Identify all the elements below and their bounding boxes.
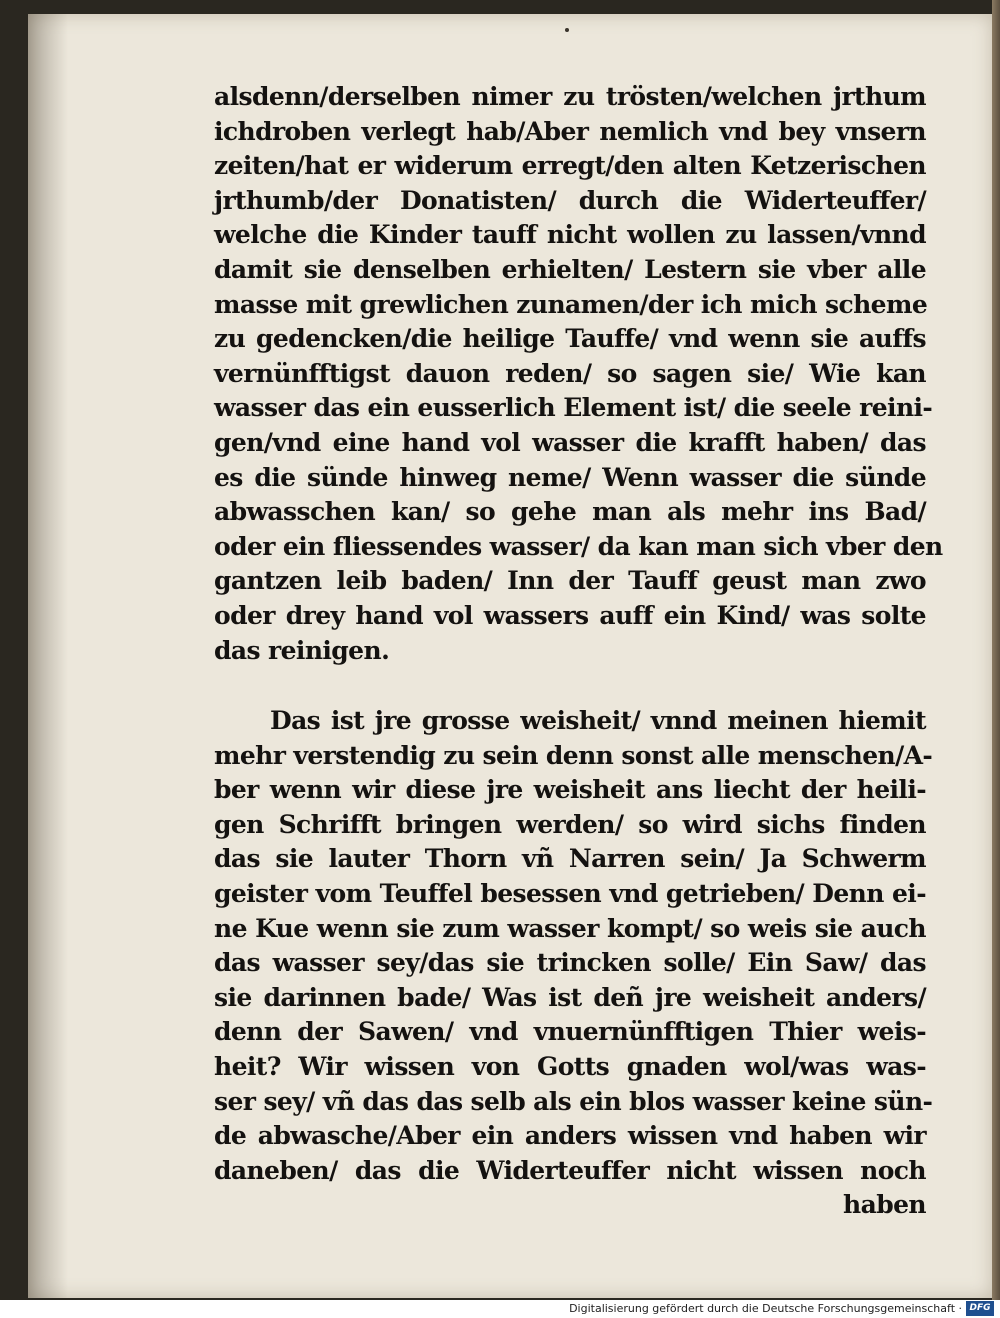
text-line: es die sünde hinweg neme/ Wenn wasser die sünde bbox=[214, 462, 926, 492]
text-line: de abwasche/Aber ein anders wissen vnd haben wir bbox=[214, 1121, 926, 1151]
text-line: ber wenn wir diese jre weisheit ans liecht der heili- bbox=[214, 775, 926, 805]
paragraph-1 bbox=[214, 80, 943, 668]
text-line: geister vom Teuffel besessen vnd getrieben/ Denn ei- bbox=[214, 879, 926, 909]
paragraph-gap bbox=[214, 668, 926, 704]
text-line: gen/vnd eine hand vol wasser die krafft haben/ das bbox=[214, 427, 926, 457]
text-line: damit sie denselben erhielten/ Lestern sie vber alle bbox=[214, 254, 926, 284]
text-line: oder ein fliessendes wasser/ da kan man sich vber den bbox=[214, 531, 943, 561]
text-line: gantzen leib baden/ Inn der Tauff geust man zwo bbox=[214, 566, 926, 596]
footer-credit: Digitalisierung gefördert durch die Deutsche Forschungsgemeinschaft · bbox=[569, 1302, 962, 1315]
gutter-shadow bbox=[28, 14, 68, 1298]
text-line: zeiten/hat er widerum erregt/den alten Ketzerischen bbox=[214, 151, 926, 181]
text-line: jrthumb/der Donatisten/ durch die Widerteuffer/ bbox=[214, 185, 926, 215]
text-line: vernünfftigst dauon reden/ so sagen sie/ Wie kan bbox=[214, 358, 926, 388]
text-line: zu gedencken/die heilige Tauffe/ vnd wenn sie auffs bbox=[214, 324, 926, 354]
text-line: ser sey/ vñ das das selb als ein blos wasser keine sün- bbox=[214, 1086, 933, 1116]
page-mark bbox=[565, 28, 569, 32]
text-line: alsdenn/derselben nimer zu trösten/welchen jrthum bbox=[214, 82, 926, 111]
text-block bbox=[214, 80, 943, 1223]
text-line: masse mit grewlichen zunamen/der ich mich scheme bbox=[214, 289, 928, 319]
text-line: mehr verstendig zu sein denn sonst alle menschen/A- bbox=[214, 740, 933, 770]
paragraph-2 bbox=[214, 704, 933, 1188]
page-edge bbox=[992, 0, 1000, 1300]
text-line: abwasschen kan/ so gehe man als mehr ins Bad/ bbox=[214, 497, 926, 527]
text-line: das sie lauter Thorn vñ Narren sein/ Ja Schwerm bbox=[214, 844, 926, 874]
text-line: das wasser sey/das sie trincken solle/ Ein Saw/ das bbox=[214, 948, 926, 978]
text-line: ne Kue wenn sie zum wasser kompt/ so weis sie auch bbox=[214, 913, 926, 943]
text-line: Das ist jre grosse weisheit/ vnnd meinen hiemit bbox=[270, 706, 926, 736]
text-line: ichdroben verlegt hab/Aber nemlich vnd bey vnsern bbox=[214, 116, 926, 146]
text-line: gen Schrifft bringen werden/ so wird sichs finden bbox=[214, 809, 926, 839]
text-line: wasser das ein eusserlich Element ist/ die seele reini- bbox=[214, 393, 933, 423]
text-line: daneben/ das die Widerteuffer nicht wissen noch bbox=[214, 1155, 926, 1185]
text-line: oder drey hand vol wassers auff ein Kind/ was solte bbox=[214, 600, 926, 630]
text-line: denn der Sawen/ vnd vnuernünfftigen Thier weis- bbox=[214, 1017, 926, 1047]
text-line: das reinigen. bbox=[214, 635, 390, 665]
text-line: heit? Wir wissen von Gotts gnaden wol/was was- bbox=[214, 1052, 926, 1082]
text-line: welche die Kinder tauff nicht wollen zu lassen/vnnd bbox=[214, 220, 926, 250]
catchword: haben bbox=[843, 1190, 926, 1220]
dfg-logo: DFG bbox=[966, 1301, 994, 1316]
text-line: sie darinnen bade/ Was ist deñ jre weisheit anders/ bbox=[214, 982, 926, 1012]
